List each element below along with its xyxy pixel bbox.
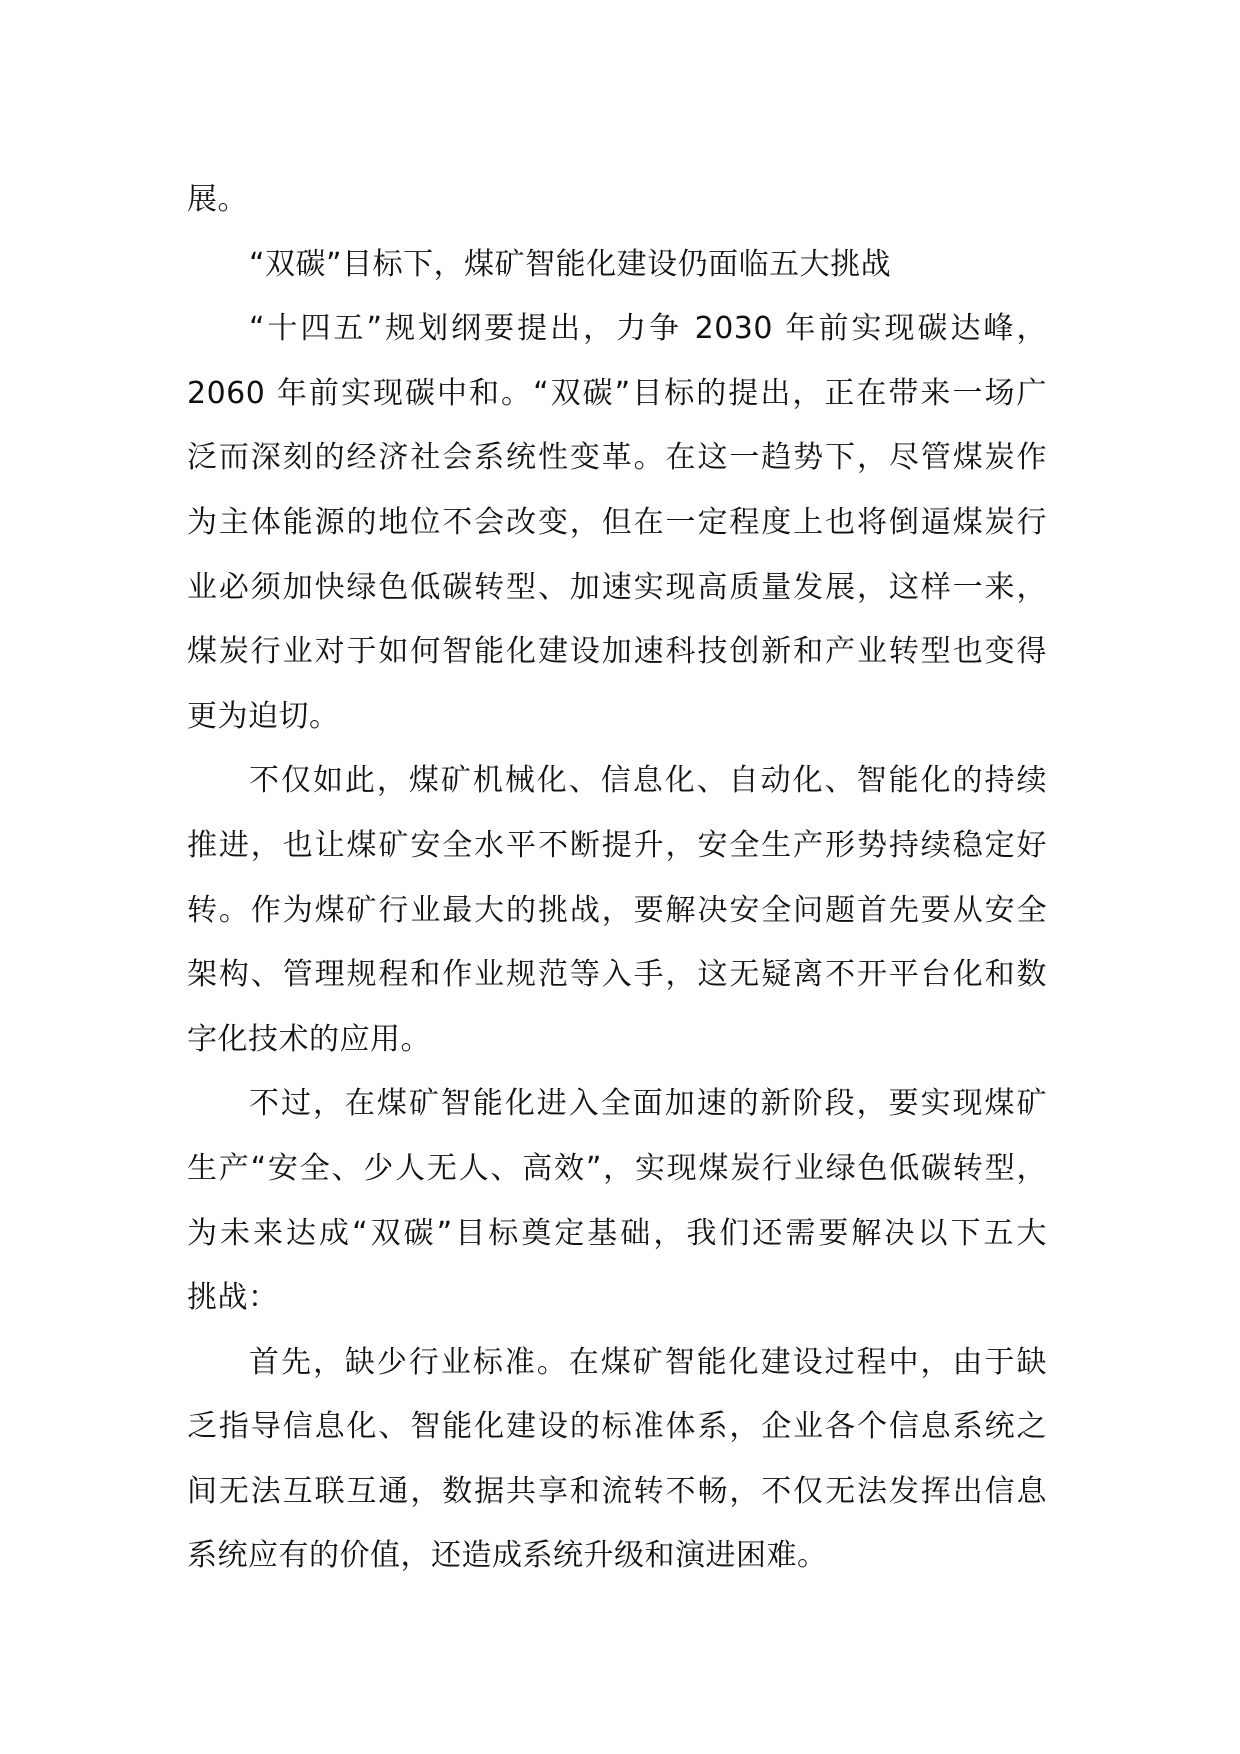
text-line: 间无法互联互通，数据共享和流转不畅，不仅无法发挥出信息	[187, 1473, 1047, 1509]
text-line: “十四五”规划纲要提出，力争 2030 年前实现碳达峰，	[249, 311, 1047, 347]
text-line: 业必须加快绿色低碳转型、加速实现高质量发展，这样一来，	[187, 569, 1047, 605]
text-line: 推进，也让煤矿安全水平不断提升，安全生产形势持续稳定好	[187, 827, 1047, 863]
text-line: 生产“安全、少人无人、高效”，实现煤炭行业绿色低碳转型，	[187, 1150, 1047, 1186]
document-body	[187, 168, 1047, 1589]
text-line: 挑战：	[187, 1280, 279, 1316]
paragraph	[187, 297, 1047, 749]
section-heading	[187, 233, 1047, 298]
text-line: 转。作为煤矿行业最大的挑战，要解决安全问题首先要从安全	[187, 892, 1047, 928]
paragraph	[187, 749, 1047, 1072]
text-line: 乏指导信息化、智能化建设的标准体系，企业各个信息系统之	[187, 1409, 1047, 1445]
text-line: 系统应有的价值，还造成系统升级和演进困难。	[187, 1538, 828, 1574]
text-line: 2060 年前实现碳中和。“双碳”目标的提出，正在带来一场广	[187, 375, 1047, 411]
text-line: 字化技术的应用。	[187, 1021, 431, 1057]
text-line: 为未来达成“双碳”目标奠定基础，我们还需要解决以下五大	[187, 1215, 1047, 1251]
paragraph	[187, 1072, 1047, 1330]
text-line: “双碳”目标下，煤矿智能化建设仍面临五大挑战	[249, 246, 892, 282]
text-line: 不过，在煤矿智能化进入全面加速的新阶段，要实现煤矿	[249, 1086, 1047, 1122]
text-line: 泛而深刻的经济社会系统性变革。在这一趋势下，尽管煤炭作	[187, 440, 1047, 476]
text-line: 煤炭行业对于如何智能化建设加速科技创新和产业转型也变得	[187, 634, 1047, 670]
text-line: 为主体能源的地位不会改变，但在一定程度上也将倒逼煤炭行	[187, 504, 1047, 540]
text-line: 更为迫切。	[187, 698, 340, 734]
text-line: 展。	[187, 182, 248, 217]
text-line: 架构、管理规程和作业规范等入手，这无疑离不开平台化和数	[187, 957, 1047, 993]
text-line: 首先，缺少行业标准。在煤矿智能化建设过程中，由于缺	[249, 1344, 1047, 1380]
paragraph	[187, 1331, 1047, 1589]
paragraph	[187, 168, 1047, 233]
text-line: 不仅如此，煤矿机械化、信息化、自动化、智能化的持续	[249, 763, 1047, 799]
